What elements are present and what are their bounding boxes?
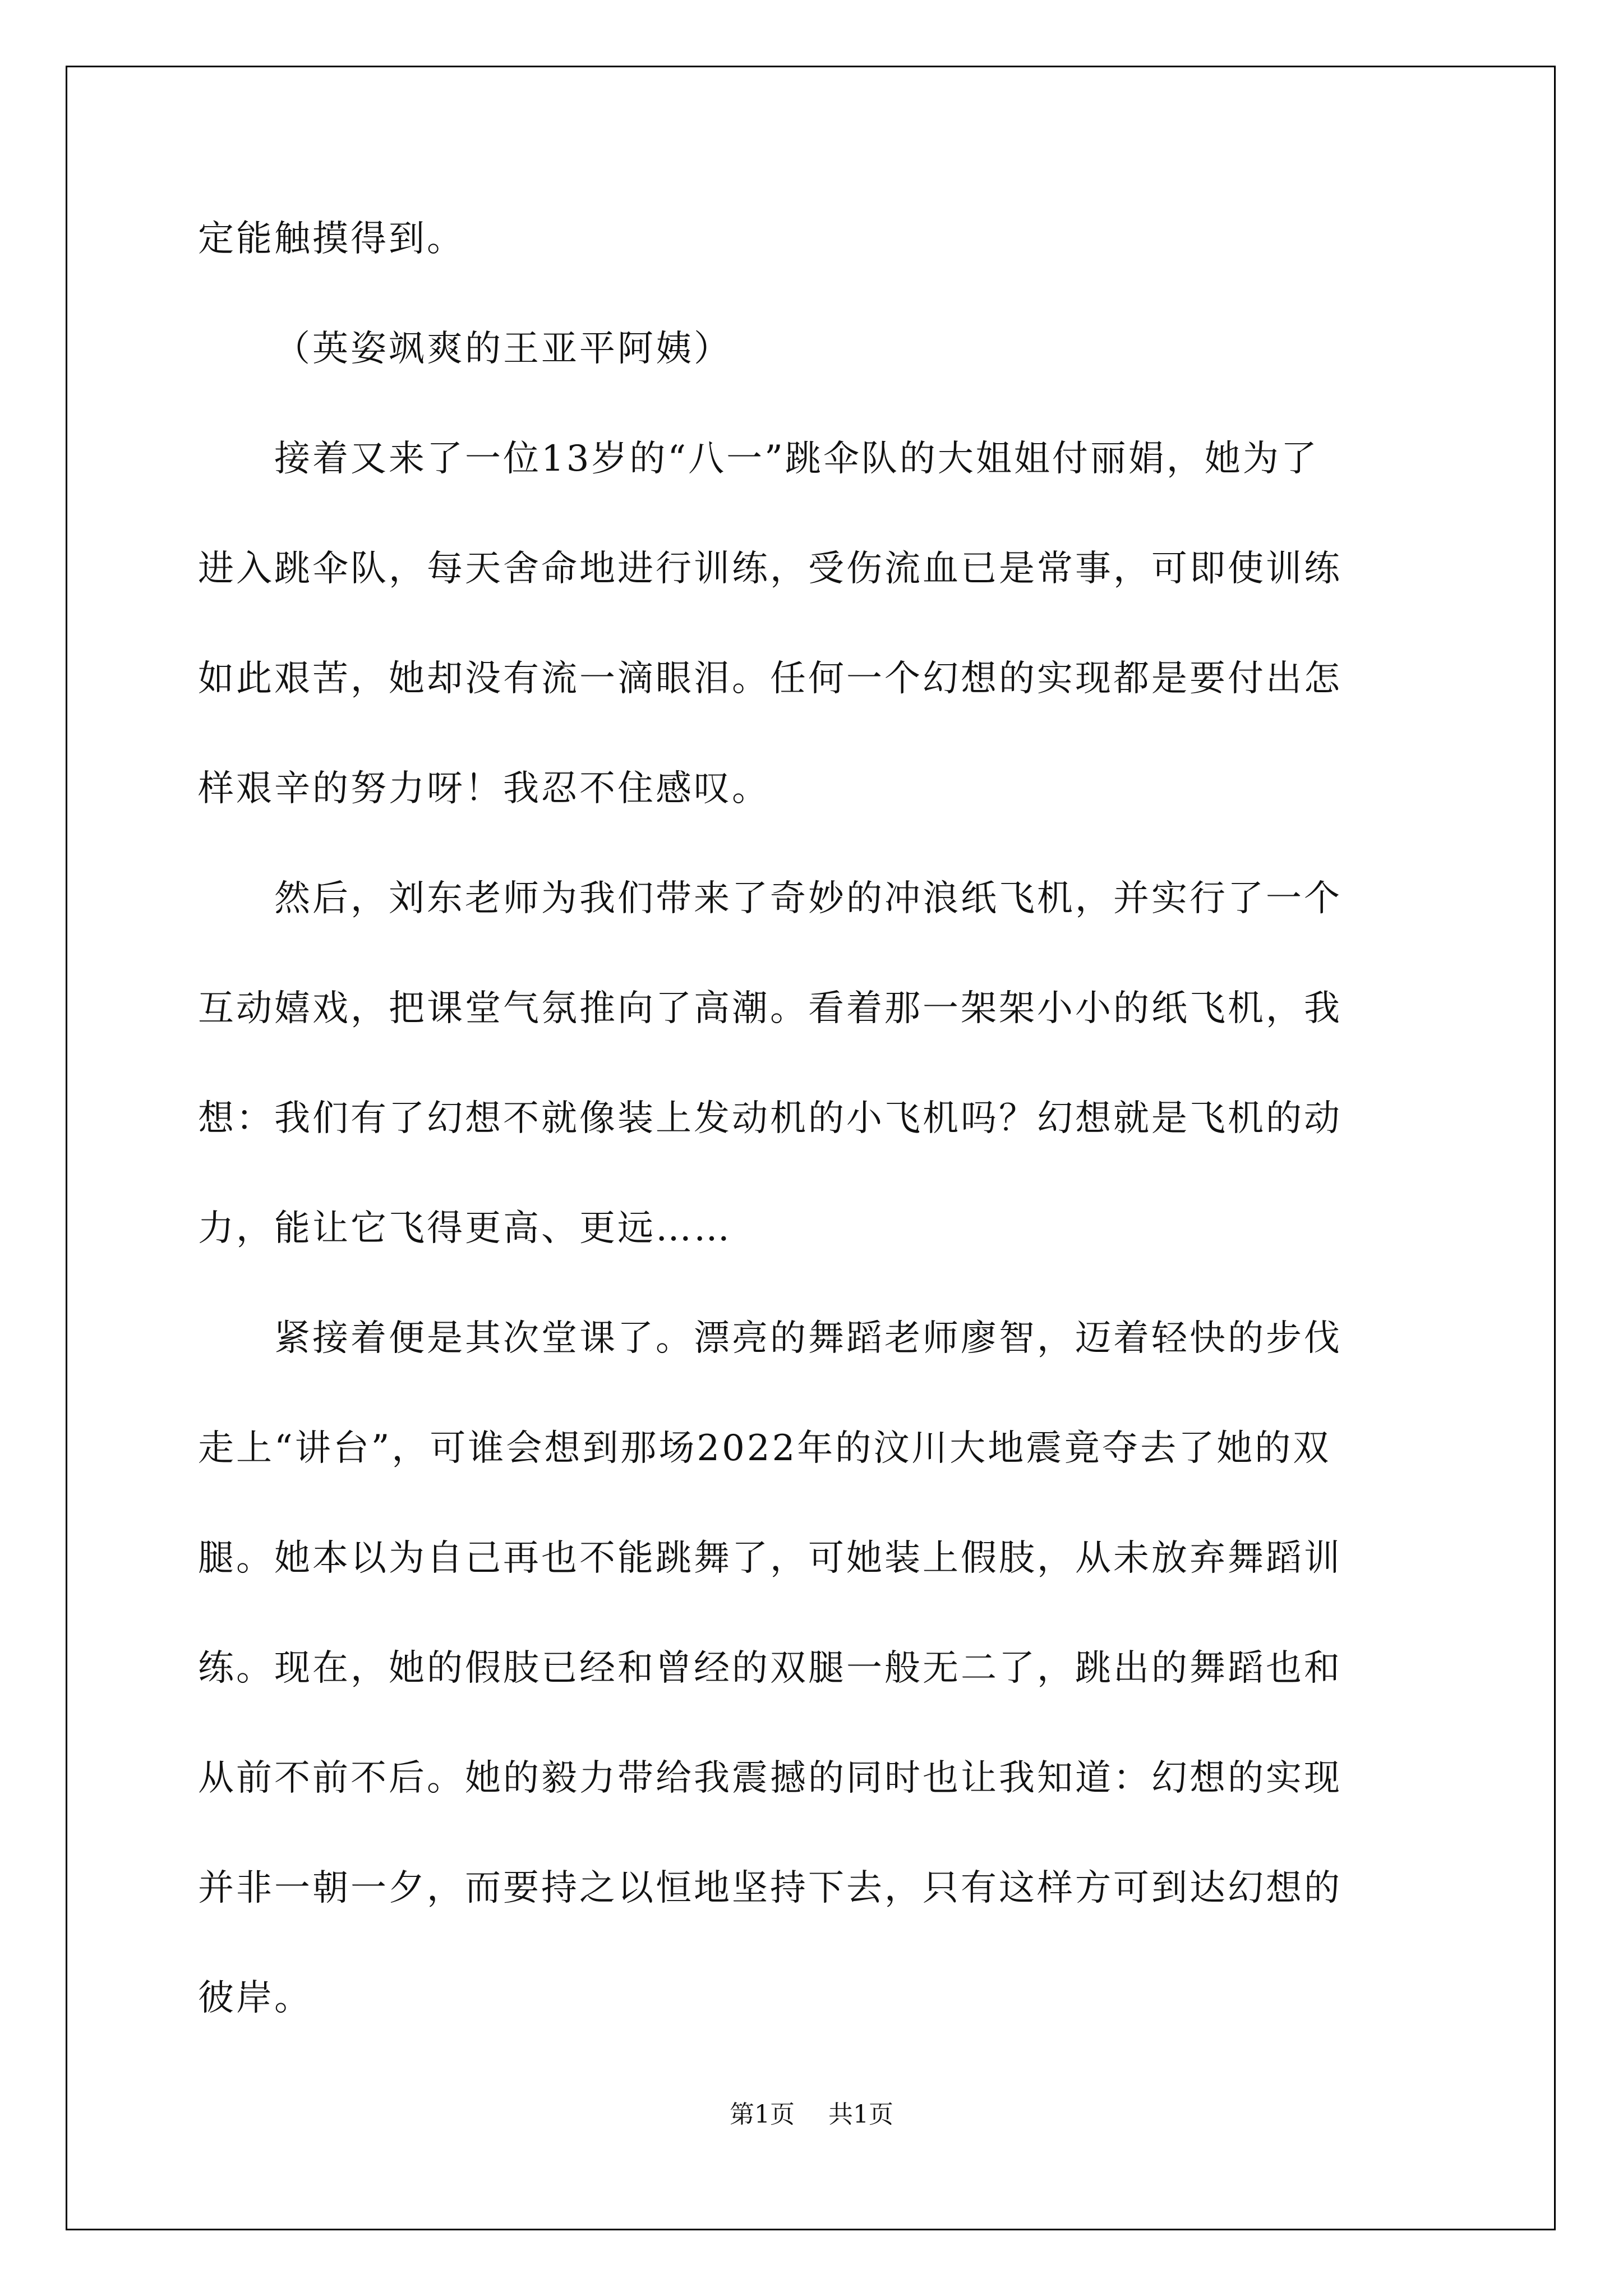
page-footer	[0, 2098, 1623, 2132]
text-line: 进入跳伞队，每天舍命地进行训练，受伤流血已是常事，可即使训练	[198, 548, 1342, 590]
paragraph-start-line: 然后，刘东老师为我们带来了奇妙的冲浪纸飞机，并实行了一个	[274, 878, 1342, 919]
text-line: 腿。她本以为自己再也不能跳舞了，可她装上假肢，从未放弃舞蹈训	[198, 1538, 1342, 1579]
text-line: 并非一朝一夕，而要持之以恒地坚持下去，只有这样方可到达幻想的	[198, 1867, 1342, 1909]
text-line: 从前不前不后。她的毅力带给我震撼的同时也让我知道：幻想的实现	[198, 1757, 1342, 1799]
paragraph-start-line: 紧接着便是其次堂课了。漂亮的舞蹈老师廖智，迈着轻快的步伐	[274, 1318, 1342, 1359]
page-number: 第1页	[730, 2100, 795, 2129]
text-line: 互动嬉戏，把课堂气氛推向了高潮。看着那一架架小小的纸飞机，我	[198, 988, 1342, 1029]
paragraph-start-line: 接着又来了一位13岁的“八一”跳伞队的大姐姐付丽娟，她为了	[274, 438, 1319, 480]
text-line: 走上“讲台”，可谁会想到那场2022年的汶川大地震竟夺去了她的双	[198, 1428, 1331, 1469]
text-line: 样艰辛的努力呀！我忍不住感叹。	[198, 768, 770, 809]
page-total: 共1页	[828, 2100, 893, 2129]
text-line: 如此艰苦，她却没有流一滴眼泪。任何一个幻想的实现都是要付出怎	[198, 658, 1342, 700]
text-line: 想：我们有了幻想不就像装上发动机的小飞机吗？幻想就是飞机的动	[198, 1098, 1342, 1139]
text-line: 练。现在，她的假肢已经和曾经的双腿一般无二了，跳出的舞蹈也和	[198, 1648, 1342, 1689]
document-body	[198, 213, 1425, 2082]
caption-line: （英姿飒爽的王亚平阿姨）	[274, 328, 732, 370]
text-line: 彼岸。	[198, 1977, 312, 2019]
text-line: 定能触摸得到。	[198, 218, 465, 260]
text-line: 力，能让它飞得更高、更远……	[198, 1208, 732, 1249]
